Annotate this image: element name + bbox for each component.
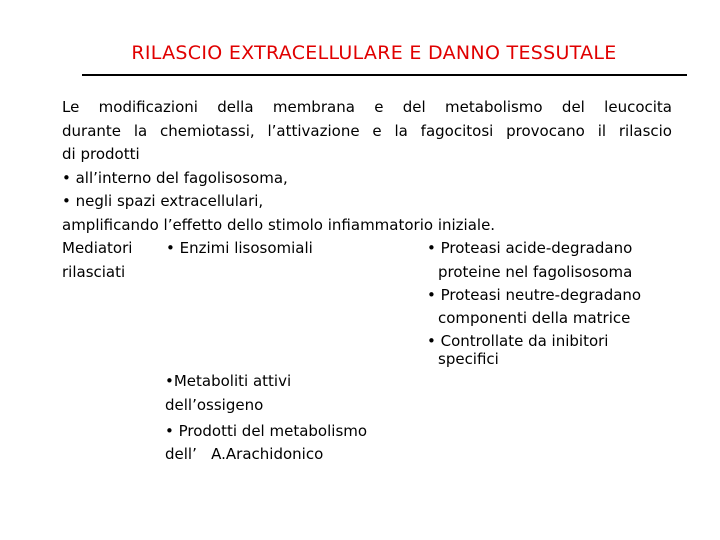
oxygen-metabolites-line-2: dell’ossigeno — [165, 396, 264, 414]
intro-line-4: amplificando l’effetto dello stimolo infiammatorio iniziale. — [62, 215, 496, 234]
intro-line-3: di prodotti — [62, 145, 140, 163]
inhibitors-line-1: • Controllate da inibitori — [427, 332, 609, 350]
enzymes-bullet: • Enzimi lisosomiali — [166, 239, 313, 257]
intro-bullet-extracellular: • negli spazi extracellulari, — [62, 192, 264, 210]
intro-line-2: durante la chemiotassi, l’attivazione e la fagocitosi provocano il rilascio — [62, 121, 672, 140]
mediators-label-line-2: rilasciati — [62, 263, 126, 281]
arachidonic-line-1: • Prodotti del metabolismo — [165, 422, 368, 440]
protease-neutral-line-1: • Proteasi neutre-degradano — [427, 286, 642, 304]
intro-bullet-phagolysosome: • all’interno del fagolisosoma, — [62, 168, 288, 187]
intro-line-1: Le modificazioni della membrana e del metabolismo del leucocita — [62, 98, 672, 116]
arachidonic-line-2: dell’ A.Arachidonico — [165, 445, 324, 463]
title-underline — [82, 74, 687, 76]
intro-paragraph — [62, 96, 672, 237]
protease-acid-line-2: proteine nel fagolisosoma — [438, 263, 633, 281]
mediators-label-line-1: Mediatori — [62, 239, 133, 257]
protease-neutral-line-2: componenti della matrice — [438, 309, 631, 327]
slide-title: RILASCIO EXTRACELLULARE E DANNO TESSUTALE — [131, 42, 617, 64]
oxygen-metabolites-line-1: •Metaboliti attivi — [165, 372, 292, 390]
protease-acid-line-1: • Proteasi acide-degradano — [427, 239, 633, 257]
inhibitors-line-2: specifici — [438, 350, 499, 368]
